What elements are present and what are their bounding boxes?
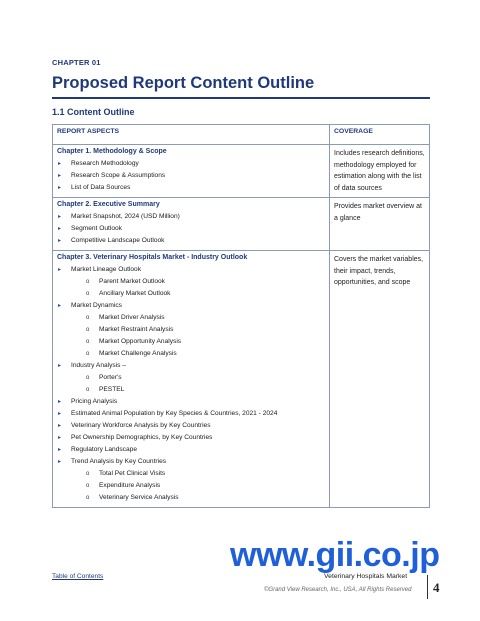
- list-item: ▸ Research Methodology: [71, 158, 325, 170]
- list-item: [71, 456, 325, 504]
- list-item: ▸ Segment Outlook: [71, 223, 325, 235]
- chapter-title: Chapter 2. Executive Summary: [57, 201, 160, 208]
- list-item: ▸ Veterinary Workforce Analysis by Key Countries: [71, 420, 325, 432]
- table-header-row: [53, 125, 430, 145]
- list-item: ▸ Pet Ownership Demographics, by Key Countries: [71, 432, 325, 444]
- aspects-cell: [53, 251, 330, 508]
- table-row: [53, 198, 430, 251]
- list-item: ▸ List of Data Sources: [71, 182, 325, 194]
- page-number: 4: [433, 580, 440, 595]
- list-item: ▸ Research Scope & Assumptions: [71, 170, 325, 182]
- sub-list: [71, 372, 325, 396]
- list-item-label: Market Lineage Outlook: [71, 266, 142, 273]
- table-row: [53, 145, 430, 198]
- sub-list-item: o Market Opportunity Analysis: [99, 336, 325, 348]
- coverage-cell: Includes research definitions, methodology employed for estimation along with the list of data sources: [330, 145, 430, 198]
- footer-copyright: ©Grand View Research, Inc., USA, All Rights Reserved: [264, 587, 412, 593]
- table-of-contents-link[interactable]: Table of Contents: [52, 573, 104, 580]
- footer-market-name: Veterinary Hospitals Market: [324, 573, 408, 580]
- sub-list-item: o Ancillary Market Outlook: [99, 288, 325, 300]
- chapter-title: Chapter 3. Veterinary Hospitals Market - Industry Outlook: [57, 254, 248, 261]
- chapter-label: CHAPTER 01: [52, 58, 101, 67]
- list-item-label: Market Dynamics: [71, 302, 122, 309]
- sub-list-item: o Market Driver Analysis: [99, 312, 325, 324]
- header-report-aspects: REPORT ASPECTS: [53, 125, 330, 145]
- item-list: [57, 158, 325, 194]
- list-item: [71, 264, 325, 300]
- sub-list: [71, 468, 325, 504]
- list-item: [71, 360, 325, 396]
- list-item: ▸ Market Snapshot, 2024 (USD Million): [71, 211, 325, 223]
- sub-list-item: o Parent Market Outlook: [99, 276, 325, 288]
- coverage-cell: Covers the market variables, their impact, trends, opportunities, and scope: [330, 251, 430, 508]
- title-divider: [52, 97, 430, 99]
- item-list: [57, 211, 325, 247]
- list-item-label: Industry Analysis –: [71, 362, 126, 369]
- sub-list: [71, 312, 325, 360]
- watermark: www.gii.co.jp: [230, 536, 440, 574]
- aspects-cell: [53, 145, 330, 198]
- section-title: 1.1 Content Outline: [52, 107, 135, 117]
- list-item: ▸ Pricing Analysis: [71, 396, 325, 408]
- page-title: Proposed Report Content Outline: [52, 74, 315, 92]
- list-item: ▸ Estimated Animal Population by Key Species & Countries, 2021 - 2024: [71, 408, 325, 420]
- sub-list-item: o Veterinary Service Analysis: [99, 492, 325, 504]
- sub-list-item: o PESTEL: [99, 384, 325, 396]
- content-outline-table: [52, 124, 430, 508]
- list-item: ▸ Competitive Landscape Outlook: [71, 235, 325, 247]
- sub-list-item: o Total Pet Clinical Visits: [99, 468, 325, 480]
- coverage-cell: Provides market overview at a glance: [330, 198, 430, 251]
- sub-list-item: o Market Challenge Analysis: [99, 348, 325, 360]
- table-row: [53, 251, 430, 508]
- aspects-cell: [53, 198, 330, 251]
- header-coverage: COVERAGE: [330, 125, 430, 145]
- chapter-title: Chapter 1. Methodology & Scope: [57, 148, 167, 155]
- sub-list-item: o Market Restraint Analysis: [99, 324, 325, 336]
- list-item-label: Trend Analysis by Key Countries: [71, 458, 167, 465]
- sub-list-item: o Expenditure Analysis: [99, 480, 325, 492]
- list-item: [71, 300, 325, 360]
- sub-list: [71, 276, 325, 300]
- item-list: [57, 264, 325, 504]
- list-item: ▸ Regulatory Landscape: [71, 444, 325, 456]
- footer-divider: [427, 575, 428, 599]
- sub-list-item: o Porter's: [99, 372, 325, 384]
